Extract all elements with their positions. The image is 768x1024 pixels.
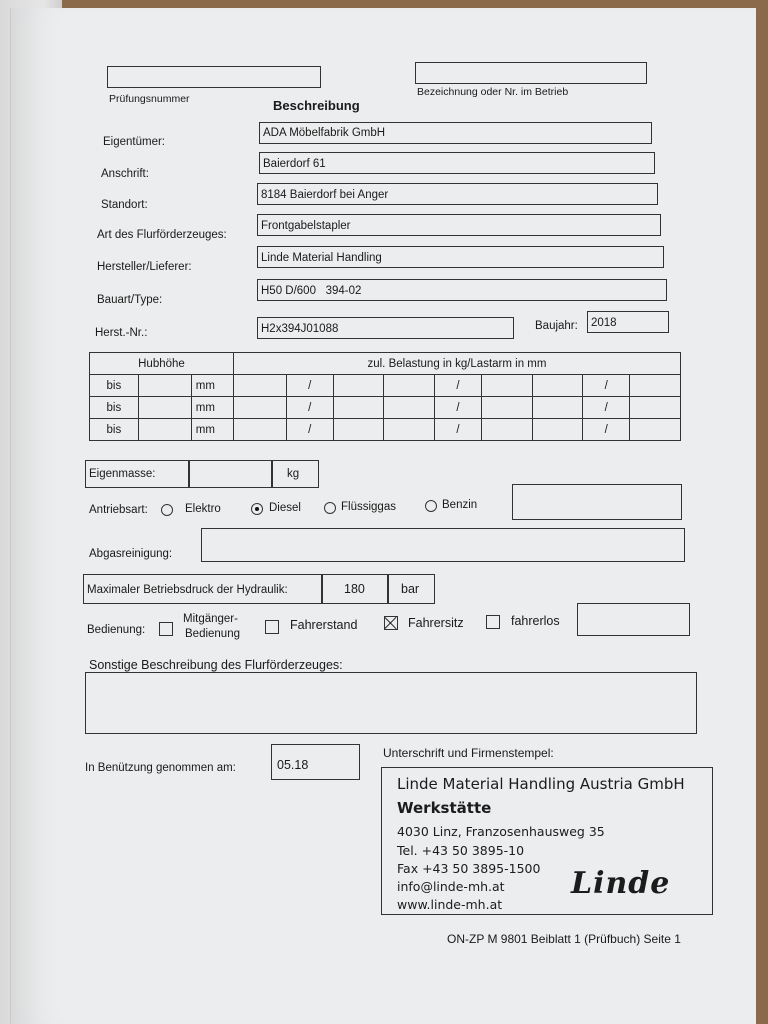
stamp-email: info@linde-mh.at: [397, 879, 505, 894]
checkbox-fahrerlos[interactable]: [486, 615, 500, 629]
field-label-standort: Standort:: [101, 199, 148, 211]
baujahr-label: Baujahr:: [535, 320, 578, 332]
field-label-bauart: Bauart/Type:: [97, 294, 163, 306]
stamp-address: 4030 Linz, Franzosenhausweg 35: [397, 824, 605, 839]
form-page: [10, 8, 756, 1024]
field-label-herstnr: Herst.-Nr.:: [95, 327, 148, 339]
antriebsart-other-box[interactable]: [512, 484, 682, 520]
bezeichnung-box[interactable]: [415, 62, 647, 84]
stamp-department: Werkstätte: [397, 799, 492, 817]
eigenmasse-label: Eigenmasse:: [89, 468, 156, 480]
radio-label-diesel: Diesel: [269, 502, 301, 514]
abgasreinigung-label: Abgasreinigung:: [89, 548, 173, 560]
checkbox-label-fahrerlos: fahrerlos: [511, 614, 560, 628]
benuetzung-value: 05.18: [277, 758, 309, 772]
radio-benzin[interactable]: [425, 500, 437, 512]
hydraulik-divider-2: [387, 574, 389, 604]
checkbox-mitgaenger[interactable]: [159, 622, 173, 636]
eigenmasse-divider-1: [188, 460, 190, 488]
benuetzung-label: In Benützung genommen am:: [85, 762, 236, 774]
eigenmasse-divider-2: [271, 460, 273, 488]
field-value-anschrift: Baierdorf 61: [263, 158, 326, 170]
page-title: Beschreibung: [273, 98, 360, 113]
radio-fluessiggas[interactable]: [324, 502, 336, 514]
field-label-hersteller: Hersteller/Lieferer:: [97, 261, 192, 273]
bedienung-other-box[interactable]: [577, 603, 690, 636]
stamp-company: Linde Material Handling Austria GmbH: [397, 775, 685, 793]
checkbox-label-mitgaenger-2: Bedienung: [185, 628, 240, 640]
field-value-bauart: H50 D/600 394-02: [261, 285, 362, 297]
abgasreinigung-box[interactable]: [201, 528, 685, 562]
field-value-art: Frontgabelstapler: [261, 220, 351, 232]
hydraulik-label: Maximaler Betriebsdruck der Hydraulik:: [87, 584, 288, 596]
hydraulik-unit: bar: [401, 582, 420, 596]
checkbox-label-fahrerstand: Fahrerstand: [290, 618, 358, 632]
radio-label-benzin: Benzin: [442, 499, 478, 511]
hydraulik-value: 180: [344, 582, 365, 596]
field-value-standort: 8184 Baierdorf bei Anger: [261, 189, 389, 201]
load-table-header-belastung: zul. Belastung in kg/Lastarm in mm: [233, 353, 680, 375]
hydraulik-divider-1: [321, 574, 323, 604]
table-row: bis mm / / /: [90, 419, 681, 441]
stamp-phone: Tel. +43 50 3895-10: [397, 843, 525, 858]
bezeichnung-label: Bezeichnung oder Nr. im Betrieb: [417, 86, 569, 98]
checkbox-label-mitgaenger-1: Mitgänger-: [183, 613, 238, 625]
radio-label-fluessiggas: Flüssiggas: [341, 501, 396, 513]
radio-diesel[interactable]: [251, 503, 263, 515]
field-label-art: Art des Flurförderzeuges:: [97, 229, 227, 241]
field-value-eigentuemer: ADA Möbelfabrik GmbH: [263, 127, 386, 139]
checkbox-fahrersitz[interactable]: [384, 616, 398, 630]
field-value-herstnr: H2x394J01088: [261, 323, 339, 335]
sonstige-box[interactable]: [85, 672, 697, 734]
stamp-web: www.linde-mh.at: [397, 897, 503, 912]
table-row: bis mm / / /: [90, 375, 681, 397]
load-table-header-hubhoehe: Hubhöhe: [90, 353, 234, 375]
field-label-eigentuemer: Eigentümer:: [103, 136, 166, 148]
linde-logo: Linde: [571, 866, 671, 901]
field-label-anschrift: Anschrift:: [101, 168, 149, 180]
footer-form-code: ON-ZP M 9801 Beiblatt 1 (Prüfbuch) Seite 1: [447, 932, 681, 946]
pruefnummer-label: Prüfungsnummer: [109, 93, 190, 105]
baujahr-value: 2018: [591, 317, 617, 329]
bedienung-label: Bedienung:: [87, 624, 146, 636]
stamp-fax: Fax +43 50 3895-1500: [397, 861, 541, 876]
pruefnummer-box[interactable]: [107, 66, 321, 88]
radio-elektro[interactable]: [161, 504, 173, 516]
table-row: bis mm / / /: [90, 397, 681, 419]
radio-label-elektro: Elektro: [185, 503, 221, 515]
checkbox-label-fahrersitz: Fahrersitz: [408, 616, 464, 630]
eigenmasse-unit: kg: [287, 468, 300, 480]
unterschrift-label: Unterschrift und Firmenstempel:: [383, 746, 554, 760]
sonstige-label: Sonstige Beschreibung des Flurförderzeuges:: [89, 658, 343, 672]
antriebsart-label: Antriebsart:: [89, 504, 148, 516]
checkbox-fahrerstand[interactable]: [265, 620, 279, 634]
field-value-hersteller: Linde Material Handling: [261, 252, 382, 264]
load-table: [89, 352, 681, 441]
